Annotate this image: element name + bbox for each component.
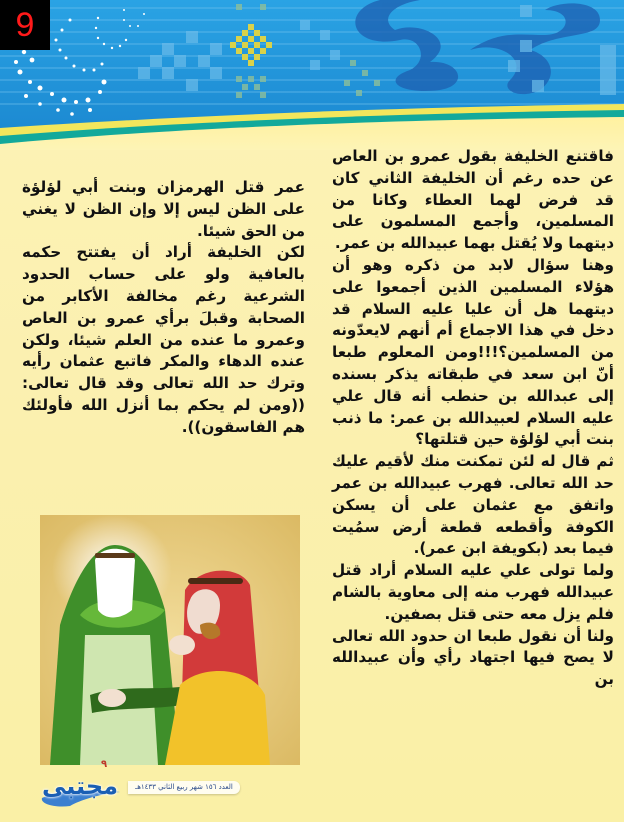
paragraph: فاقتنع الخليفة بقول عمرو بن العاص عن حده رغم أن الخليفة الثاني كان قد فرض لهما العطاء وكانا من المسلمين، وأجمع المسلمون على ديتهما ولا يُقتل بهما عبيدالله بن عمر.	[332, 147, 614, 253]
paragraph: ثم قال له لئن تمكنت منك لأقيم عليك حد الله تعالى. فهرب عبيدالله بن عمر واتفق مع عثمان على أن يسكن الكوفة وأقطعه قطعة أرض سمُيت فيما بعد (بكويفة ابن عمر).	[332, 452, 614, 558]
paragraph: عمر قتل الهرمزان وبنت أبي لؤلؤة على الظن ليس إلا وإن الظن لا يغني من الحق شيئا.	[22, 178, 305, 240]
article-column-left	[22, 177, 305, 439]
paragraph: ولما تولى علي عليه السلام أراد قتل عبيدالله فهرب منه إلى معاوية بالشام فلم يزل معه حتى قتل بصفين.	[332, 561, 614, 623]
issue-info: العدد ١٥٦ شهر ربيع الثاني ١٤٣٣هـ	[128, 781, 240, 794]
decorative-header-banner	[0, 0, 624, 150]
paragraph: لكن الخليفة أراد أن يفتتح حكمه بالعافية ولو على حساب الحدود الشرعية رغم مخالفة الأكابر من الصحابة وقبلَ برأي عمرو بن العاص وعمرو ما عنده من العلم شيئا، ولكن عنده الدهاء والمكر فاتبع عثمان رأيه وترك حد الله تعالى وقد قال تعالى: ((ومن لم يحكم بما أنزل الله فأولئك هم الفاسقون)).	[22, 243, 305, 436]
magazine-number: ٩	[101, 759, 108, 770]
page-number: 9	[0, 0, 50, 50]
article-column-right	[332, 146, 614, 691]
paragraph: وهنا سؤال لابد من ذكره وهو أن هؤلاء المسلمين الذين أجمعوا على ديتهما هل أن عليا عليه السلام قد دخل في هذا الاجماع أم أنهم لايعدّونه من المسلمين؟!!!ومن المعلوم طبعا أنّ ابن سعد في طبقاته يذكر بسنده إلى عبدالله بن حنطب أنه قال علي عليه السلام لعبيدالله بن عمر: ما ذنب بنت أبي لؤلؤة حين قتلتها؟	[332, 255, 614, 449]
magazine-name: مجتبى	[41, 772, 118, 800]
paragraph: ولنا أن نقول طبعا ان حدود الله تعالى لا يصح فيها اجتهاد رأي وأن عبيدالله بن	[332, 626, 614, 689]
illustration	[40, 515, 300, 765]
